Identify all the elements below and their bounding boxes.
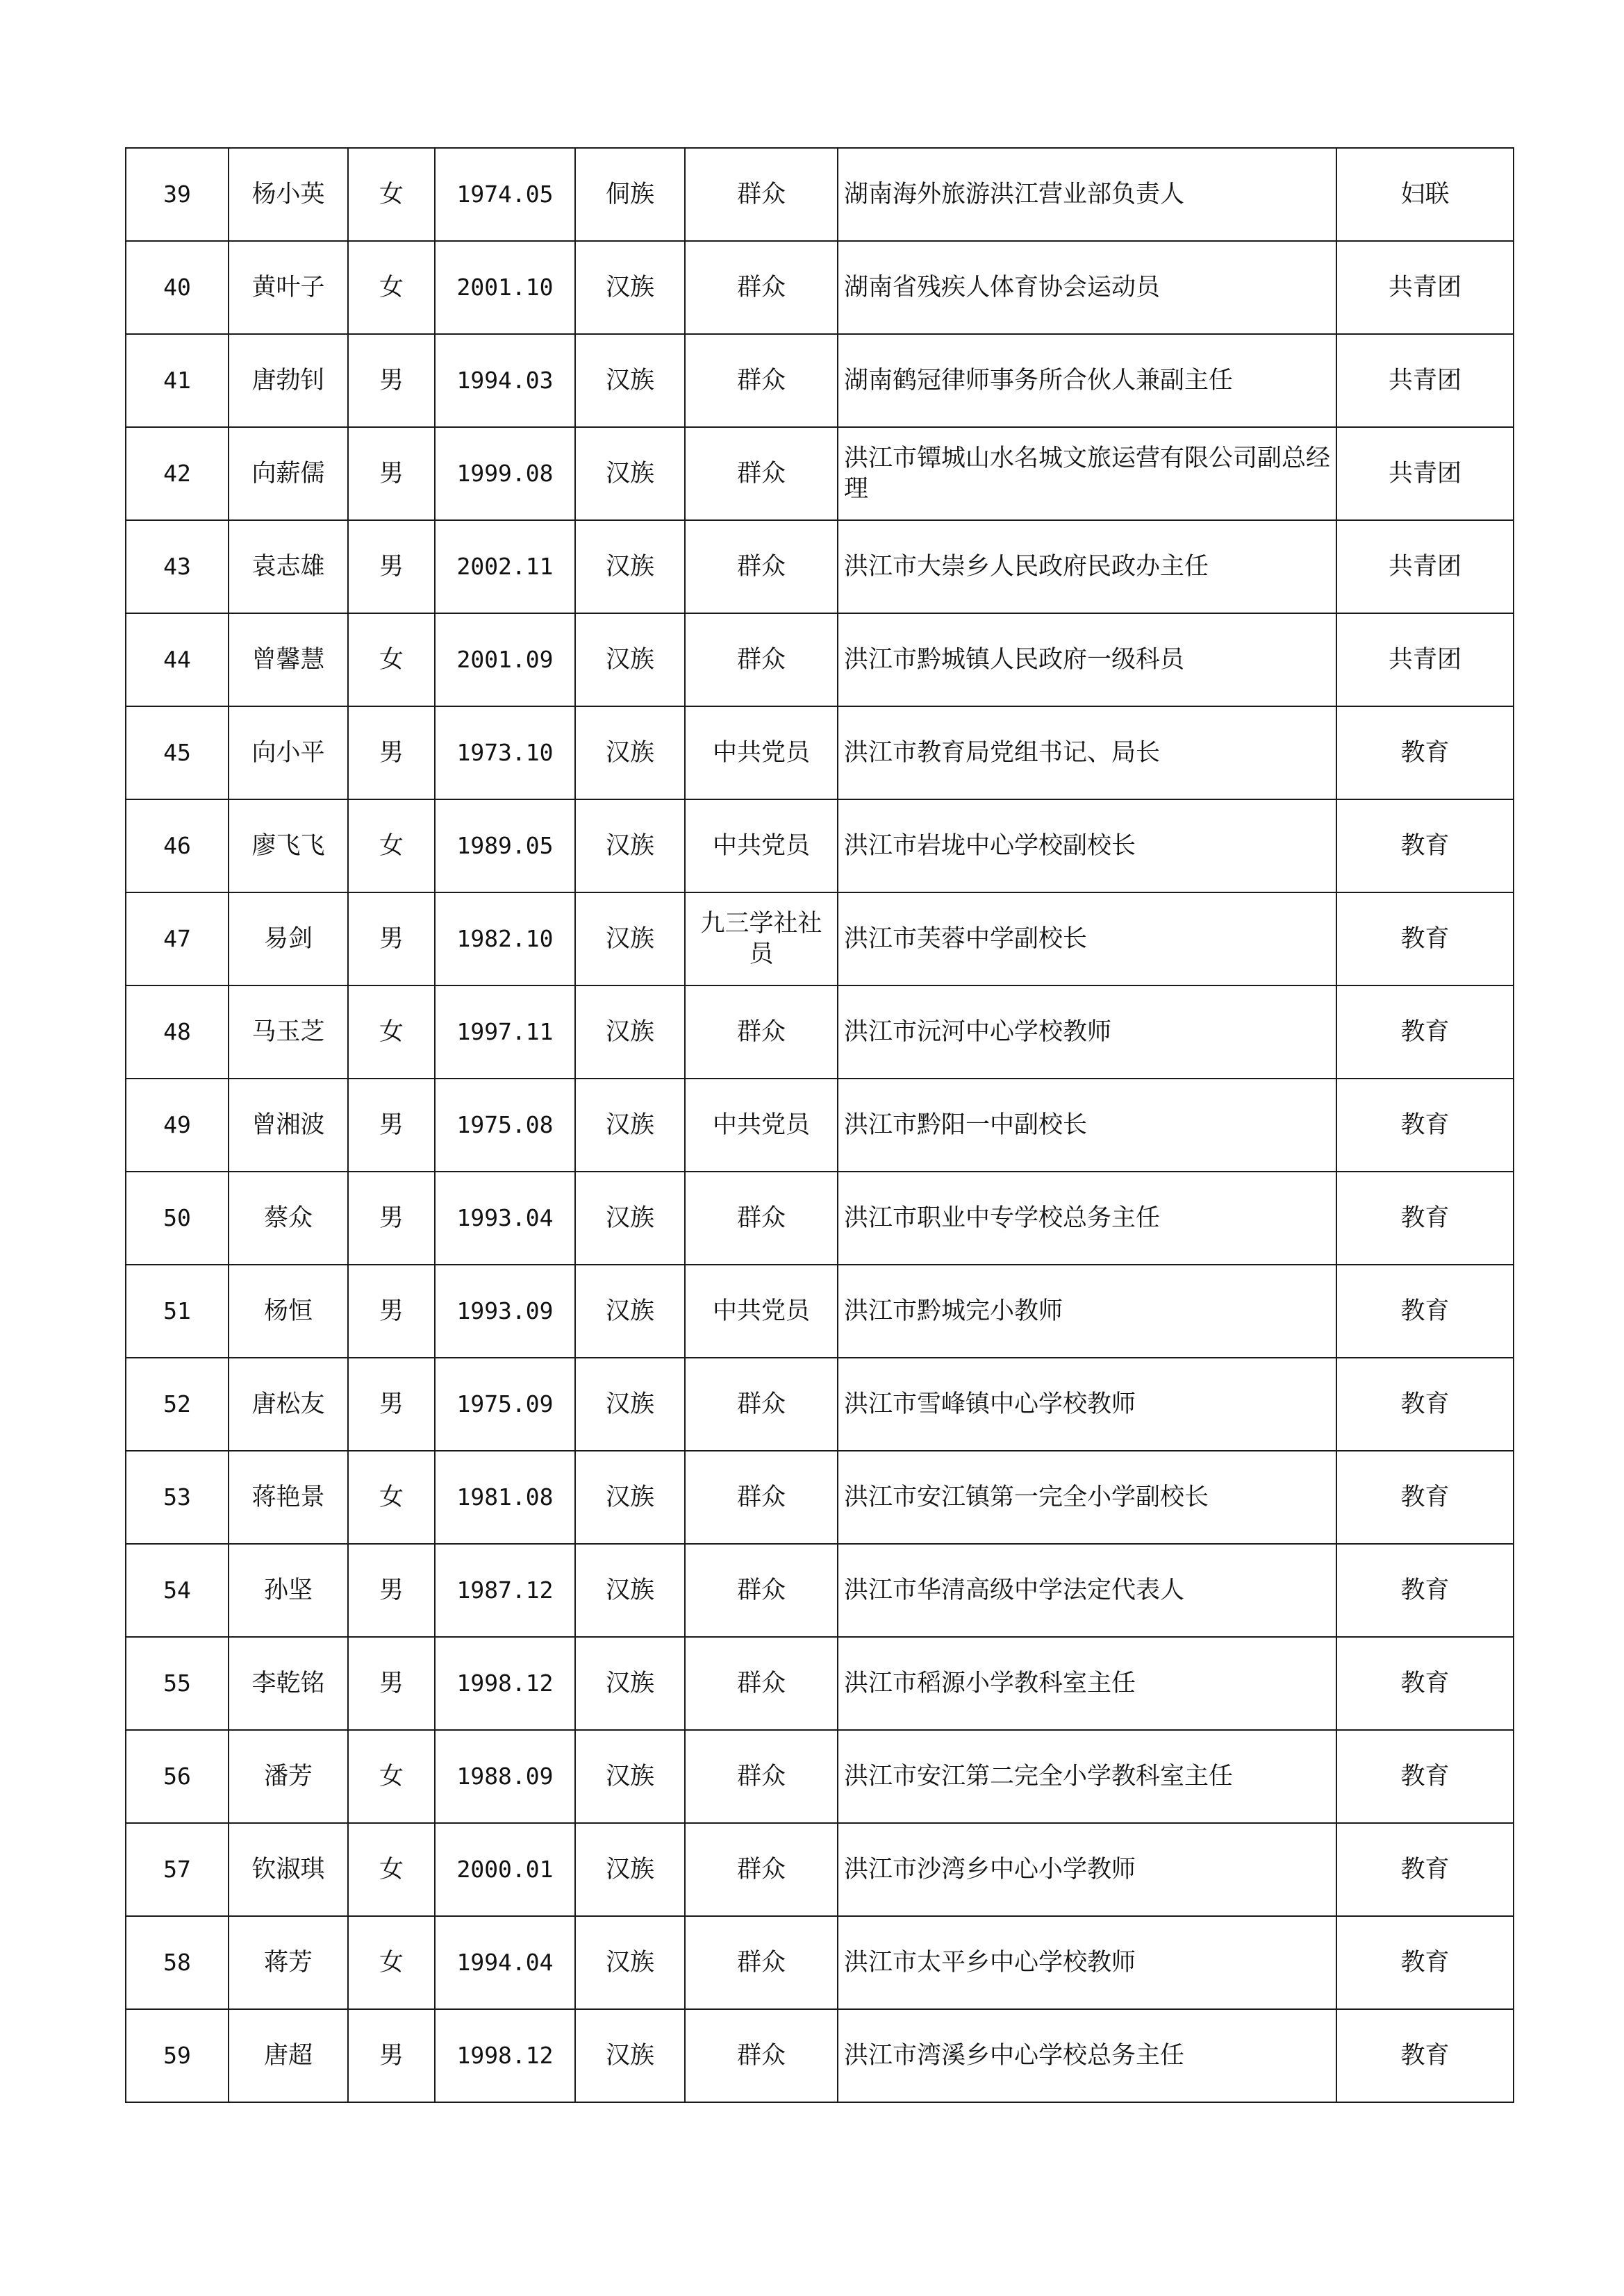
cell-ethnicity: 汉族 bbox=[575, 1730, 685, 1823]
cell-position: 洪江市黔城镇人民政府一级科员 bbox=[838, 613, 1336, 706]
cell-sector: 共青团 bbox=[1336, 427, 1514, 520]
cell-birth-date: 1999.08 bbox=[435, 427, 575, 520]
cell-ethnicity: 汉族 bbox=[575, 1358, 685, 1451]
cell-political-status: 群众 bbox=[685, 1451, 838, 1544]
cell-name: 袁志雄 bbox=[229, 520, 348, 613]
cell-gender: 女 bbox=[348, 1730, 435, 1823]
table-row bbox=[126, 241, 1514, 334]
cell-sector: 共青团 bbox=[1336, 241, 1514, 334]
cell-name: 唐松友 bbox=[229, 1358, 348, 1451]
cell-sector: 教育 bbox=[1336, 2009, 1514, 2102]
table-row bbox=[126, 892, 1514, 985]
cell-ethnicity: 汉族 bbox=[575, 1451, 685, 1544]
cell-gender: 男 bbox=[348, 892, 435, 985]
cell-sector: 教育 bbox=[1336, 706, 1514, 799]
cell-position: 洪江市镡城山水名城文旅运营有限公司副总经理 bbox=[838, 427, 1336, 520]
cell-serial-number: 40 bbox=[126, 241, 229, 334]
cell-name: 廖飞飞 bbox=[229, 799, 348, 892]
cell-political-status: 群众 bbox=[685, 241, 838, 334]
cell-serial-number: 59 bbox=[126, 2009, 229, 2102]
cell-gender: 男 bbox=[348, 2009, 435, 2102]
cell-serial-number: 42 bbox=[126, 427, 229, 520]
cell-serial-number: 51 bbox=[126, 1265, 229, 1358]
cell-position: 洪江市安江第二完全小学教科室主任 bbox=[838, 1730, 1336, 1823]
cell-sector: 教育 bbox=[1336, 1358, 1514, 1451]
table-row bbox=[126, 1823, 1514, 1916]
cell-name: 蒋芳 bbox=[229, 1916, 348, 2009]
cell-political-status: 九三学社社员 bbox=[685, 892, 838, 985]
cell-birth-date: 1998.12 bbox=[435, 1637, 575, 1730]
cell-ethnicity: 汉族 bbox=[575, 2009, 685, 2102]
cell-serial-number: 44 bbox=[126, 613, 229, 706]
cell-ethnicity: 汉族 bbox=[575, 613, 685, 706]
cell-position: 湖南海外旅游洪江营业部负责人 bbox=[838, 148, 1336, 241]
cell-ethnicity: 汉族 bbox=[575, 892, 685, 985]
cell-birth-date: 2001.09 bbox=[435, 613, 575, 706]
cell-political-status: 群众 bbox=[685, 1730, 838, 1823]
cell-gender: 男 bbox=[348, 1544, 435, 1637]
table-row bbox=[126, 1637, 1514, 1730]
cell-position: 洪江市教育局党组书记、局长 bbox=[838, 706, 1336, 799]
cell-birth-date: 1998.12 bbox=[435, 2009, 575, 2102]
cell-serial-number: 47 bbox=[126, 892, 229, 985]
cell-sector: 教育 bbox=[1336, 1172, 1514, 1265]
cell-ethnicity: 汉族 bbox=[575, 985, 685, 1079]
cell-political-status: 中共党员 bbox=[685, 1265, 838, 1358]
cell-serial-number: 58 bbox=[126, 1916, 229, 2009]
cell-political-status: 群众 bbox=[685, 427, 838, 520]
cell-sector: 教育 bbox=[1336, 1544, 1514, 1637]
cell-name: 唐超 bbox=[229, 2009, 348, 2102]
cell-sector: 教育 bbox=[1336, 1451, 1514, 1544]
cell-gender: 女 bbox=[348, 985, 435, 1079]
cell-position: 洪江市岩垅中心学校副校长 bbox=[838, 799, 1336, 892]
cell-serial-number: 48 bbox=[126, 985, 229, 1079]
table-row bbox=[126, 1172, 1514, 1265]
cell-birth-date: 1997.11 bbox=[435, 985, 575, 1079]
table-row bbox=[126, 706, 1514, 799]
cell-political-status: 群众 bbox=[685, 148, 838, 241]
cell-name: 向小平 bbox=[229, 706, 348, 799]
cell-sector: 教育 bbox=[1336, 892, 1514, 985]
cell-position: 洪江市沅河中心学校教师 bbox=[838, 985, 1336, 1079]
cell-position: 湖南省残疾人体育协会运动员 bbox=[838, 241, 1336, 334]
cell-gender: 女 bbox=[348, 241, 435, 334]
cell-political-status: 群众 bbox=[685, 520, 838, 613]
cell-name: 李乾铭 bbox=[229, 1637, 348, 1730]
cell-position: 洪江市大崇乡人民政府民政办主任 bbox=[838, 520, 1336, 613]
cell-gender: 男 bbox=[348, 1172, 435, 1265]
table-row bbox=[126, 427, 1514, 520]
cell-position: 洪江市雪峰镇中心学校教师 bbox=[838, 1358, 1336, 1451]
cell-political-status: 中共党员 bbox=[685, 706, 838, 799]
roster-body bbox=[126, 148, 1514, 2102]
cell-birth-date: 2000.01 bbox=[435, 1823, 575, 1916]
cell-political-status: 中共党员 bbox=[685, 799, 838, 892]
cell-birth-date: 1994.04 bbox=[435, 1916, 575, 2009]
cell-position: 洪江市沙湾乡中心小学教师 bbox=[838, 1823, 1336, 1916]
cell-birth-date: 1989.05 bbox=[435, 799, 575, 892]
cell-gender: 男 bbox=[348, 334, 435, 427]
cell-political-status: 群众 bbox=[685, 1544, 838, 1637]
cell-political-status: 群众 bbox=[685, 334, 838, 427]
cell-political-status: 中共党员 bbox=[685, 1079, 838, 1172]
cell-position: 洪江市黔城完小教师 bbox=[838, 1265, 1336, 1358]
cell-serial-number: 53 bbox=[126, 1451, 229, 1544]
cell-ethnicity: 汉族 bbox=[575, 1172, 685, 1265]
cell-birth-date: 1973.10 bbox=[435, 706, 575, 799]
table-row bbox=[126, 1916, 1514, 2009]
cell-name: 蔡众 bbox=[229, 1172, 348, 1265]
cell-name: 曾湘波 bbox=[229, 1079, 348, 1172]
cell-political-status: 群众 bbox=[685, 1916, 838, 2009]
table-row bbox=[126, 985, 1514, 1079]
cell-position: 洪江市太平乡中心学校教师 bbox=[838, 1916, 1336, 2009]
cell-serial-number: 55 bbox=[126, 1637, 229, 1730]
cell-ethnicity: 汉族 bbox=[575, 520, 685, 613]
cell-name: 唐勃钊 bbox=[229, 334, 348, 427]
cell-political-status: 群众 bbox=[685, 1637, 838, 1730]
cell-name: 向薪儒 bbox=[229, 427, 348, 520]
cell-position: 洪江市华清高级中学法定代表人 bbox=[838, 1544, 1336, 1637]
cell-sector: 教育 bbox=[1336, 1637, 1514, 1730]
cell-birth-date: 2001.10 bbox=[435, 241, 575, 334]
cell-ethnicity: 汉族 bbox=[575, 334, 685, 427]
cell-gender: 女 bbox=[348, 799, 435, 892]
cell-name: 黄叶子 bbox=[229, 241, 348, 334]
table-row bbox=[126, 613, 1514, 706]
roster-sheet bbox=[125, 147, 1513, 2103]
cell-name: 孙坚 bbox=[229, 1544, 348, 1637]
table-row bbox=[126, 1730, 1514, 1823]
cell-position: 湖南鹤冠律师事务所合伙人兼副主任 bbox=[838, 334, 1336, 427]
cell-sector: 教育 bbox=[1336, 985, 1514, 1079]
cell-name: 杨恒 bbox=[229, 1265, 348, 1358]
table-row bbox=[126, 1451, 1514, 1544]
cell-ethnicity: 汉族 bbox=[575, 1079, 685, 1172]
table-row bbox=[126, 1265, 1514, 1358]
cell-name: 蒋艳景 bbox=[229, 1451, 348, 1544]
table-row bbox=[126, 1079, 1514, 1172]
cell-gender: 女 bbox=[348, 148, 435, 241]
cell-birth-date: 1988.09 bbox=[435, 1730, 575, 1823]
roster-table bbox=[125, 147, 1514, 2103]
cell-sector: 教育 bbox=[1336, 1916, 1514, 2009]
cell-birth-date: 1981.08 bbox=[435, 1451, 575, 1544]
cell-birth-date: 1987.12 bbox=[435, 1544, 575, 1637]
cell-ethnicity: 汉族 bbox=[575, 706, 685, 799]
cell-position: 洪江市安江镇第一完全小学副校长 bbox=[838, 1451, 1336, 1544]
cell-position: 洪江市芙蓉中学副校长 bbox=[838, 892, 1336, 985]
cell-gender: 男 bbox=[348, 1079, 435, 1172]
cell-birth-date: 1974.05 bbox=[435, 148, 575, 241]
cell-gender: 男 bbox=[348, 706, 435, 799]
table-row bbox=[126, 520, 1514, 613]
table-row bbox=[126, 1544, 1514, 1637]
cell-ethnicity: 汉族 bbox=[575, 1916, 685, 2009]
table-row bbox=[126, 1358, 1514, 1451]
cell-serial-number: 49 bbox=[126, 1079, 229, 1172]
cell-serial-number: 45 bbox=[126, 706, 229, 799]
cell-birth-date: 1975.09 bbox=[435, 1358, 575, 1451]
cell-birth-date: 2002.11 bbox=[435, 520, 575, 613]
cell-political-status: 群众 bbox=[685, 985, 838, 1079]
cell-name: 马玉芝 bbox=[229, 985, 348, 1079]
cell-gender: 女 bbox=[348, 1823, 435, 1916]
cell-sector: 共青团 bbox=[1336, 520, 1514, 613]
cell-political-status: 群众 bbox=[685, 1358, 838, 1451]
cell-position: 洪江市职业中专学校总务主任 bbox=[838, 1172, 1336, 1265]
cell-gender: 男 bbox=[348, 1637, 435, 1730]
cell-ethnicity: 汉族 bbox=[575, 1544, 685, 1637]
cell-position: 洪江市稻源小学教科室主任 bbox=[838, 1637, 1336, 1730]
cell-sector: 共青团 bbox=[1336, 334, 1514, 427]
cell-sector: 教育 bbox=[1336, 1730, 1514, 1823]
cell-sector: 共青团 bbox=[1336, 613, 1514, 706]
table-row bbox=[126, 334, 1514, 427]
cell-serial-number: 57 bbox=[126, 1823, 229, 1916]
cell-gender: 男 bbox=[348, 1265, 435, 1358]
cell-position: 洪江市黔阳一中副校长 bbox=[838, 1079, 1336, 1172]
table-row bbox=[126, 148, 1514, 241]
cell-serial-number: 41 bbox=[126, 334, 229, 427]
cell-serial-number: 39 bbox=[126, 148, 229, 241]
cell-ethnicity: 汉族 bbox=[575, 799, 685, 892]
cell-gender: 女 bbox=[348, 1451, 435, 1544]
cell-gender: 男 bbox=[348, 427, 435, 520]
cell-ethnicity: 侗族 bbox=[575, 148, 685, 241]
cell-ethnicity: 汉族 bbox=[575, 1637, 685, 1730]
cell-sector: 教育 bbox=[1336, 1823, 1514, 1916]
cell-name: 易剑 bbox=[229, 892, 348, 985]
cell-political-status: 群众 bbox=[685, 1172, 838, 1265]
cell-gender: 男 bbox=[348, 520, 435, 613]
cell-gender: 女 bbox=[348, 1916, 435, 2009]
cell-serial-number: 56 bbox=[126, 1730, 229, 1823]
cell-serial-number: 43 bbox=[126, 520, 229, 613]
cell-political-status: 群众 bbox=[685, 613, 838, 706]
table-row bbox=[126, 799, 1514, 892]
cell-ethnicity: 汉族 bbox=[575, 241, 685, 334]
cell-gender: 男 bbox=[348, 1358, 435, 1451]
cell-name: 钦淑琪 bbox=[229, 1823, 348, 1916]
cell-ethnicity: 汉族 bbox=[575, 1265, 685, 1358]
cell-position: 洪江市湾溪乡中心学校总务主任 bbox=[838, 2009, 1336, 2102]
cell-name: 曾馨慧 bbox=[229, 613, 348, 706]
table-row bbox=[126, 2009, 1514, 2102]
cell-name: 潘芳 bbox=[229, 1730, 348, 1823]
cell-ethnicity: 汉族 bbox=[575, 427, 685, 520]
cell-birth-date: 1993.04 bbox=[435, 1172, 575, 1265]
cell-birth-date: 1982.10 bbox=[435, 892, 575, 985]
cell-birth-date: 1993.09 bbox=[435, 1265, 575, 1358]
cell-political-status: 群众 bbox=[685, 2009, 838, 2102]
cell-sector: 妇联 bbox=[1336, 148, 1514, 241]
cell-serial-number: 46 bbox=[126, 799, 229, 892]
cell-sector: 教育 bbox=[1336, 1265, 1514, 1358]
cell-birth-date: 1994.03 bbox=[435, 334, 575, 427]
cell-serial-number: 50 bbox=[126, 1172, 229, 1265]
cell-birth-date: 1975.08 bbox=[435, 1079, 575, 1172]
cell-serial-number: 54 bbox=[126, 1544, 229, 1637]
cell-sector: 教育 bbox=[1336, 1079, 1514, 1172]
cell-gender: 女 bbox=[348, 613, 435, 706]
cell-ethnicity: 汉族 bbox=[575, 1823, 685, 1916]
cell-serial-number: 52 bbox=[126, 1358, 229, 1451]
cell-sector: 教育 bbox=[1336, 799, 1514, 892]
cell-name: 杨小英 bbox=[229, 148, 348, 241]
cell-political-status: 群众 bbox=[685, 1823, 838, 1916]
